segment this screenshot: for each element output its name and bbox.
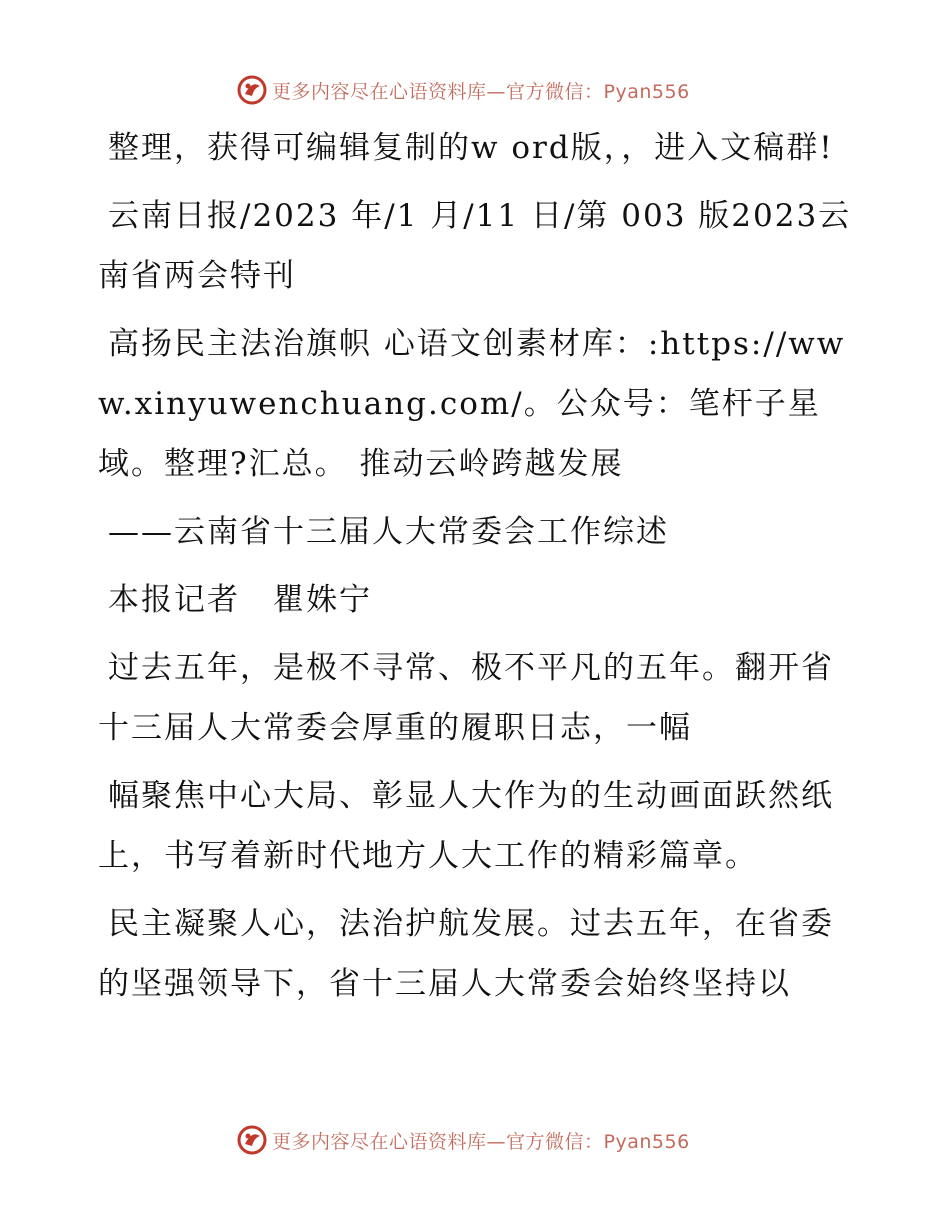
header-banner[interactable]: [236, 72, 690, 108]
paragraph-body-2: 幅聚焦中心大局、彰显人大作为的生动画面跃然纸上，书写着新时代地方人大工作的精彩篇章。: [98, 778, 834, 874]
paragraph-body-3: 民主凝聚人心，法治护航发展。过去五年，在省委的坚强领导下，省十三届人大常委会始终坚持以: [98, 906, 834, 1002]
swirl-logo-icon: [236, 1124, 268, 1156]
paragraph-body-1: 过去五年，是极不寻常、极不平凡的五年。翻开省十三届人大常委会厚重的履职日志，一幅: [98, 650, 834, 746]
article-body: [98, 118, 858, 1022]
paragraph-intro: 整理，获得可编辑复制的w ord版，，进入文稿群!: [108, 130, 834, 166]
paragraph-title: 高扬民主法治旗帜 心语文创素材库：:https://www.xinyuwenchuang.com/。公众号：笔杆子星域。整理?汇总。 推动云岭跨越发展: [98, 326, 846, 482]
paragraph-subtitle: ——云南省十三届人大常委会工作综述: [108, 514, 669, 550]
paragraph-source: 云南日报/2023 年/1 月/11 日/第 003 版2023云南省两会特刊: [98, 198, 852, 294]
paragraph-byline: 本报记者 瞿姝宁: [108, 582, 372, 618]
header-banner-text: 更多内容尽在心语资料库—官方微信：Pyan556: [272, 80, 690, 103]
footer-banner[interactable]: [236, 1122, 690, 1158]
swirl-logo-icon: [236, 74, 268, 106]
footer-banner-text: 更多内容尽在心语资料库—官方微信：Pyan556: [272, 1130, 690, 1153]
